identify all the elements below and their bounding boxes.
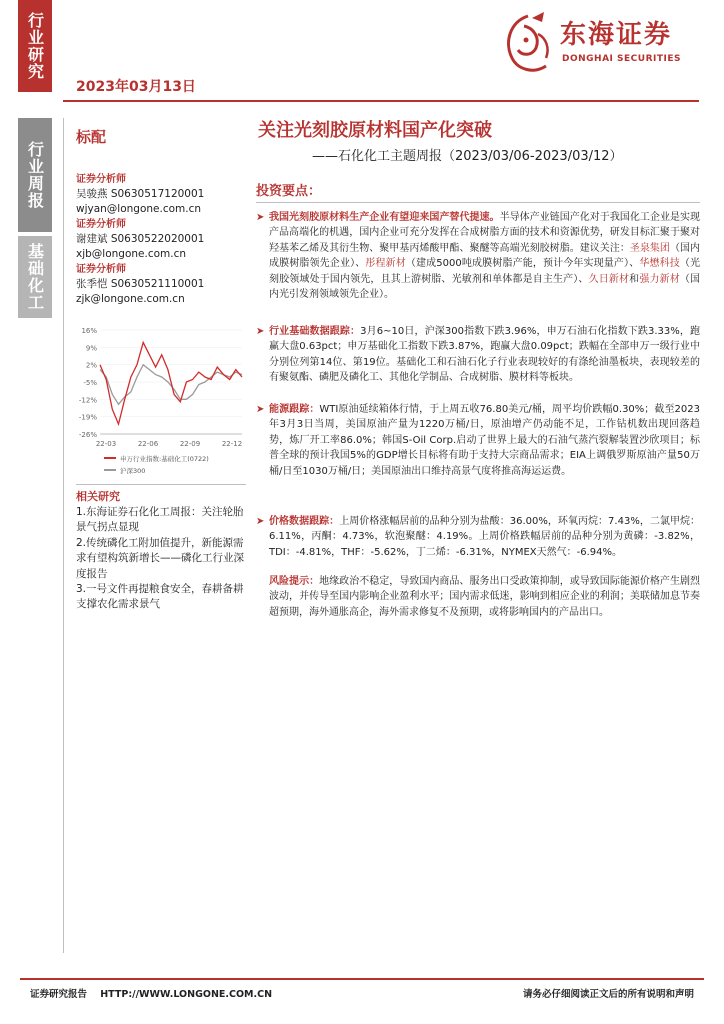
paragraph-prices: [256, 514, 700, 560]
paragraph-body: 地缘政治不稳定，导致国内商品、服务出口受政策抑制，或导致国际能源价格产生剧烈波动，并传导至国内影响企业盈利水平；国内需求低迷，影响到相应企业的利润；美联储加息节奏超预期，海外通胀高企，海外需求修复不及预期，或将影响国内的产品出口。: [269, 576, 701, 618]
related-item[interactable]: 2.传统磷化工附加值提升，新能源需求有望构筑新增长——磷化工行业深度报告: [76, 536, 244, 580]
paragraph-lead: 价格数据跟踪：: [269, 516, 340, 527]
left-divider: [76, 484, 246, 485]
paragraph-lead: 我国光刻胶原材料生产企业有望迎来国产替代提速。: [269, 212, 500, 223]
bullet-arrow-icon: ➤: [256, 326, 265, 337]
paragraph-body: 半导体产业链国产化对于我国化工企业是实现产品高端化的机遇，国内企业可充分发挥在合成树脂方面的技术和资源优势，研发目标汇聚于聚对羟基苯乙烯及其衍生物、聚甲基丙烯酸甲酯、聚醚等高端光刻胶树脂。建议关注：: [269, 212, 701, 254]
report-date: 2023年03月13日: [76, 79, 196, 95]
paragraph-body: 上周价格涨幅居前的品种分别为盐酸：36.00%，环氧丙烷：7.43%，二氯甲烷：6.11%，丙酮：4.73%，软泡聚醚：4.19%。上周价格跌幅居前的品种分别为黄磷：-3.82%，TDI：-4.81%，THF：-5.62%，丁二烯：-6.31%，NYMEX天然气：-6.94%。: [269, 516, 701, 558]
company-logo: [498, 8, 708, 80]
x-tick-label: 22-06: [137, 440, 159, 448]
y-tick-label: 2%: [85, 361, 97, 370]
analyst-email[interactable]: zjk@longone.com.cn: [76, 293, 185, 305]
y-tick-label: -12%: [78, 396, 97, 405]
x-tick-label: 22-09: [179, 440, 201, 448]
analyst-block: [76, 172, 246, 307]
paragraph-industry-data: [256, 324, 700, 386]
analyst-role: 证券分析师: [76, 219, 126, 230]
related-research-list: [76, 505, 244, 613]
company-name: 圣泉集团: [629, 242, 670, 254]
footer-disclaimer: 请务必仔细阅读正文后的所有说明和声明: [522, 989, 694, 1000]
company-name: 华懋科技: [639, 258, 680, 270]
paragraph-text: 和: [629, 273, 640, 285]
paragraph-text: （国内光引发剂领域领先企业）。: [269, 273, 701, 301]
bullet-arrow-icon: ➤: [256, 516, 265, 527]
paragraph-lead: 行业基础数据跟踪：: [269, 326, 361, 337]
sidebar-tab-weekly: [18, 118, 52, 232]
y-tick-label: 16%: [81, 327, 97, 335]
analyst-email[interactable]: xjb@longone.com.cn: [76, 248, 187, 260]
series-line: [100, 342, 242, 424]
paragraph-lead: 能源跟踪：: [269, 404, 320, 415]
bullet-arrow-icon: ➤: [256, 212, 265, 223]
y-tick-label: -5%: [83, 379, 97, 387]
header-divider: [63, 100, 699, 102]
logo-text-cn: 东海证券: [560, 20, 673, 50]
paragraph-text: （光刻胶领域处于国内领先，且其上游树脂、光敏剂和单体都是自主生产）、: [269, 258, 701, 285]
sidebar-tab-industry-research: [18, 0, 52, 92]
legend-label: 申万行业指数:基础化工(0722): [120, 455, 209, 463]
x-tick-label: 22-12: [221, 440, 243, 448]
paragraph-text: （国内成膜树脂领先企业）、: [269, 242, 701, 270]
performance-chart: [70, 322, 246, 494]
bullet-arrow-icon: ➤: [256, 404, 265, 415]
report-subtitle: ——石化化工主题周报（2023/03/06-2023/03/12）: [312, 149, 623, 164]
footer-divider: [20, 978, 704, 980]
paragraph-lead: 风险提示：: [269, 576, 320, 587]
legend-label: 沪深300: [120, 467, 146, 475]
analyst-name: 吴骏燕 S0630517120001: [76, 188, 205, 200]
report-title: 关注光刻胶原材料国产化突破: [258, 120, 492, 141]
paragraph-energy: [256, 402, 700, 479]
footer-left[interactable]: 证券研究报告 HTTP://WWW.LONGONE.COM.CN: [30, 989, 273, 1000]
analyst-role: 证券分析师: [76, 174, 126, 185]
paragraph-text: （建成5000吨成膜树脂产能，预计今年实现量产）、: [405, 258, 640, 270]
paragraph-import-substitution: [256, 210, 700, 302]
related-item[interactable]: 1.东海证券石化化工周报：关注轮胎景气拐点显现: [76, 506, 244, 534]
company-name: 久日新材: [588, 273, 630, 285]
sidebar-tab-label: 基础化工: [25, 243, 45, 311]
vertical-divider: [63, 118, 64, 953]
key-points-title: 投资要点：: [256, 184, 322, 199]
analyst-role: 证券分析师: [76, 264, 126, 275]
related-item[interactable]: 3.一号文件再提粮食安全，春耕备耕支撑农化需求景气: [76, 583, 244, 611]
paragraph-risks: [256, 574, 700, 620]
key-points-divider: [256, 202, 700, 203]
logo-text-en: DONGHAI SECURITIES: [562, 54, 681, 64]
paragraph-body: WTI原油延续箱体行情，于上周五收76.80美元/桶，周平均价跌幅0.30%；截至2023年3月3日当周，美国原油产量为1220万桶/日，原油增产仍动能不足，工作钻机数出现回落趋势，炼厂开工率86.0%；韩国S-Oil Corp.启动了世界上最大的石油气蒸汽裂解装置沙欣项目；标普全球的预计我国5%的GDP增长目标将有助于支持大宗商品需求；EIA上调俄罗斯原油产量50万桶/日至1030万桶/日；美国原油出口维持高景气度将推高海运运费。: [269, 404, 700, 477]
company-name: 彤程新材: [365, 258, 406, 270]
y-tick-label: -26%: [78, 431, 97, 439]
analyst-name: 张季恺 S0630521110001: [76, 278, 205, 290]
sidebar-tab-sector: [18, 236, 52, 318]
sidebar-tab-label: 行业周报: [25, 141, 45, 209]
y-tick-label: -19%: [78, 413, 97, 422]
y-tick-label: 9%: [85, 344, 97, 353]
industry-rating: 标配: [76, 128, 107, 146]
sidebar-tab-label: 行业研究: [25, 12, 45, 80]
x-tick-label: 22-03: [95, 440, 117, 448]
analyst-email[interactable]: wjyan@longone.com.cn: [76, 203, 202, 215]
analyst-name: 谢建斌 S0630522020001: [76, 233, 205, 245]
paragraph-body: 3月6~10日，沪深300指数下跌3.96%，申万石油石化指数下跌3.33%，跑赢大盘0.63pct；申万基础化工指数下跌3.87%，跑赢大盘0.09pct；跌幅在全部申万一级行业中分别位列第14位、第19位。基础化工和石油石化子行业表现较好的有涤纶油墨板块，表现较差的有聚氨酯、磷肥及磷化工、其他化学制品、合成树脂、膜材料等板块。: [269, 326, 700, 384]
logo-mark-icon: [498, 8, 558, 78]
related-research-title: 相关研究: [76, 490, 120, 503]
company-name: 强力新材: [639, 273, 680, 285]
